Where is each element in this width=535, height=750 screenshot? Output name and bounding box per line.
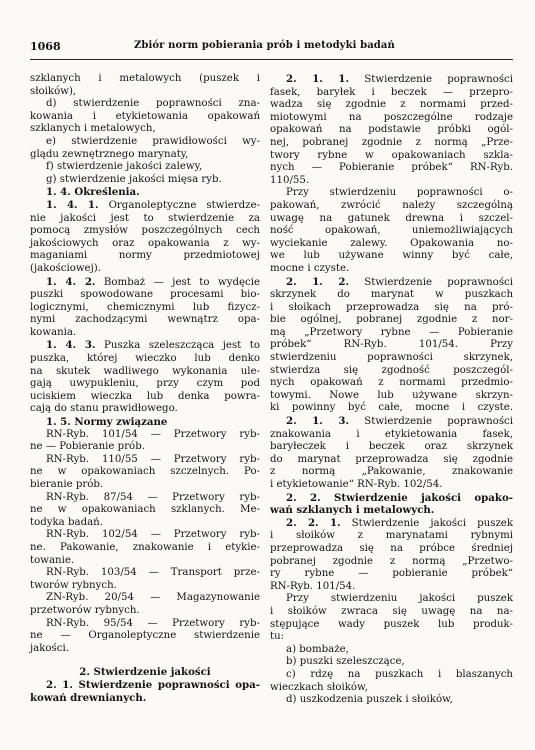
text-line: wań szklanych i metalowych. — [270, 504, 435, 517]
text-line: puszki spowodowane procesami bio- — [30, 289, 260, 301]
text-line: 1. 4. 1. Organoleptyczne stwierdze- — [46, 198, 260, 211]
text-line: RN-Ryb. 110/55 — Przetwory ryb- — [46, 453, 260, 465]
text-line: stępujące wady puszek lub produk- — [270, 618, 513, 630]
text-line: i słoikach przeprowadza się na pró- — [270, 301, 513, 313]
paragraph-gap — [30, 655, 260, 666]
text-line: we lub używane winny być całe, — [270, 250, 513, 262]
text-line: a) bombaże, — [286, 643, 349, 655]
text-line: przetworów rybnych. — [30, 604, 140, 616]
text-line: kowania i etykietowania opakowań — [30, 110, 260, 122]
text-line: 2. 1. 3. Stwierdzenie poprawności — [286, 415, 514, 428]
text-line: 1. 4. Określenia. — [46, 186, 140, 199]
text-line: ry rybne — pobieranie próbek“ — [270, 568, 513, 580]
text-line: d) stwierdzenie poprawności zna- — [46, 98, 260, 110]
text-line: ZN-Ryb. 20/54 — Magazynowanie — [46, 592, 260, 604]
text-line: RN-Ryb. 102/54 — Przetwory ryb- — [46, 529, 260, 541]
text-line: kowania. — [30, 326, 77, 338]
text-line: i słoików z marynatami rybnymi — [270, 530, 513, 542]
text-line: pakowań, zwrócić należy szczególną — [270, 199, 513, 211]
text-line: znakowania i etykietowania fasek, — [270, 428, 513, 440]
page-number: 1068 — [30, 40, 61, 53]
text-line: przeprowadza się na próbce średniej — [270, 542, 513, 554]
text-line: RN-Ryb. 101/54. — [270, 580, 356, 592]
text-line: RN-Ryb. 87/54 — Przetwory ryb- — [46, 491, 260, 503]
text-line: nymi zachodzącymi wewnątrz opa- — [30, 314, 260, 326]
text-line: baryłeczek i beczek oraz skrzynek — [270, 441, 513, 453]
text-line: kowań drewnianych. — [30, 691, 147, 704]
running-header — [30, 38, 513, 56]
text-line: opakowań na podstawie próbki ogól- — [270, 124, 513, 136]
text-line: wieczkach słoików, — [270, 681, 368, 693]
text-line: nej, pobranej zgodnie z normą „Prze- — [270, 136, 513, 148]
text-line: skrzynek do marynat w puszkach — [270, 289, 513, 301]
text-line: f) stwierdzenie jakości zalewy, — [46, 161, 203, 173]
text-line: glądu zewnętrznego marynaty, — [30, 148, 189, 160]
text-line: nych — Pobieranie próbek“ RN-Ryb. — [270, 162, 513, 174]
text-line: gają uwypukleniu, przy czym pod — [30, 378, 260, 390]
text-line: c) rdzę na puszkach i blaszanych — [286, 668, 513, 680]
text-line: logicznymi, chemicznymi lub fizycz- — [30, 301, 260, 313]
text-line: 2. 1. 2. Stwierdzenie poprawności — [286, 275, 514, 288]
text-line: ki powinny być całe, mocne i czyste. — [270, 402, 513, 414]
text-line: jakościowych oraz opakowania z wy- — [30, 237, 260, 249]
text-line: słoików), — [30, 85, 77, 97]
text-line: 1. 5. Normy związane — [46, 416, 168, 429]
text-line: puszka, której wieczko lub denko — [30, 353, 260, 365]
text-line: stwierdza się zgodność poszczegól- — [270, 364, 513, 376]
text-line: mą „Przetwory rybne — Pobieranie — [270, 326, 513, 338]
text-line: ne — Pobieranie prób. — [30, 441, 145, 453]
text-line: nych opakowań z normami przedmio- — [270, 377, 513, 389]
text-line: i etykietowanie“ RN-Ryb. 102/54. — [270, 479, 443, 490]
running-title: Zbiór norm pobierania prób i metodyki badań — [134, 40, 395, 51]
text-line: uciskiem wieczka lub denka powra- — [30, 390, 260, 402]
text-line: ne w opakowaniach szczelnych. Po- — [30, 466, 260, 478]
text-line: ność opakowań, uniemożliwiających — [270, 225, 513, 237]
text-line: do marynat przeprowadza się zgodnie — [270, 453, 513, 465]
text-line: 1. 4. 2. Bombaż — jest to wydęcie — [46, 275, 260, 288]
text-line: maganiami normy przedmiotowej — [30, 250, 260, 262]
text-line: fasek, baryłek i beczek — przepro- — [270, 86, 513, 98]
text-line: wyciekanie zalewy. Opakowania no- — [270, 237, 513, 249]
right-column — [270, 73, 513, 707]
text-line: miotowymi na poszczególne rodzaje — [270, 111, 513, 123]
text-line: b) puszki szeleszczące, — [286, 656, 405, 668]
text-line: RN-Ryb. 101/54 — Przetwory ryb- — [46, 428, 260, 440]
text-line: g) stwierdzenie jakości mięsa ryb. — [46, 173, 222, 185]
text-line: twory rybne w opakowaniach szkla- — [270, 149, 513, 161]
text-line: z normą „Pakowanie, znakowanie — [270, 466, 513, 478]
text-line: Przy stwierdzeniu jakości puszek — [286, 593, 513, 605]
left-column — [30, 73, 260, 704]
text-line: 2. 2. 1. Stwierdzenie jakości puszek — [286, 516, 514, 529]
text-line: towanie. — [30, 554, 75, 566]
text-line: 2. 1. Stwierdzenie poprawności opa- — [46, 678, 260, 691]
text-line: cają do stanu prawidłowego. — [30, 403, 178, 415]
text-line: RN-Ryb. 103/54 — Transport prze- — [46, 567, 260, 579]
text-line: e) stwierdzenie prawidłowości wy- — [46, 135, 260, 147]
text-line: szklanych i metalowych (puszek i — [30, 73, 260, 84]
text-line: 2. 2. Stwierdzenie jakości opako- — [286, 491, 513, 504]
text-line: nie jakości jest to stwierdzenie za — [30, 212, 260, 224]
text-line: uwagę na gatunek drewna i szczel- — [270, 212, 513, 224]
text-line: Przy stwierdzeniu poprawności o- — [286, 187, 513, 199]
header-rule — [30, 59, 513, 60]
text-line: 2. 1. 1. Stwierdzenie poprawności — [286, 73, 514, 85]
text-line: todyka badań. — [30, 516, 103, 528]
text-line: towymi. Nowe lub używane skrzyn- — [270, 389, 513, 401]
text-line: d) uszkodzenia puszek i słoików, — [286, 694, 453, 706]
text-line: RN-Ryb. 95/54 — Przetwory ryb- — [46, 617, 260, 629]
text-line: jakości. — [30, 642, 69, 654]
text-line: tworów rybnych. — [30, 579, 117, 591]
text-line: 2. Stwierdzenie jakości — [79, 666, 211, 679]
text-line: wadza się zgodnie z normami przed- — [270, 99, 513, 111]
text-line: 110/55. — [270, 174, 310, 186]
text-line: bie ogólnej, pobranej zgodnie z nor- — [270, 314, 513, 326]
text-line: ne w opakowaniach szklanych. Me- — [30, 504, 260, 516]
text-line: na skutek wadliwego wykonania ule- — [30, 365, 260, 377]
text-line: (jakościowej). — [30, 262, 101, 274]
text-line: mocne i czyste. — [270, 262, 350, 274]
text-line: pomocą zmysłów poszczególnych cech — [30, 225, 260, 237]
text-line: pobranej zgodnie z normą „Przetwo- — [270, 555, 513, 567]
text-line: ne — Organoleptyczne stwierdzenie — [30, 630, 260, 642]
text-line: i słoików zwraca się uwagę na na- — [270, 605, 513, 617]
text-line: bieranie prób. — [30, 479, 104, 490]
text-line: stwierdzeniu poprawności skrzynek, — [270, 352, 513, 364]
text-line: próbek“ RN-Ryb. 101/54. Przy — [270, 339, 513, 351]
text-line: ne. Pakowanie, znakowanie i etykie- — [30, 541, 260, 553]
text-line: szklanych i metalowych, — [30, 123, 156, 135]
text-line: 1. 4. 3. Puszka szeleszcząca jest to — [46, 339, 261, 352]
text-line: tu: — [270, 631, 285, 643]
